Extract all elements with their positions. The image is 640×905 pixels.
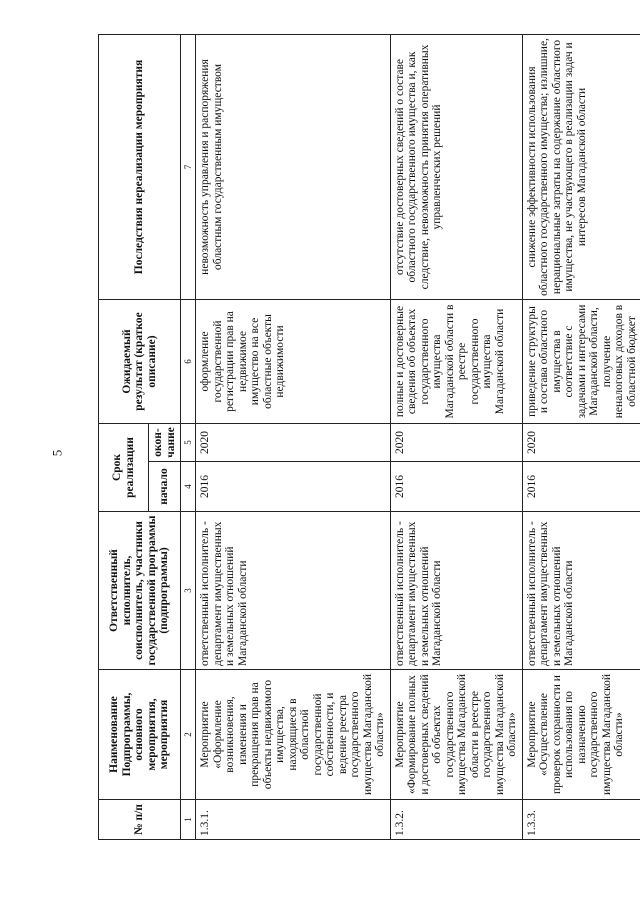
header-term-end: окон-чание xyxy=(149,423,181,461)
row-consequences: снижение эффективности использования областного государственного имущества; излишние, нерациональные затраты на содержание областного имущества, не участвующего в реализации задач и интересов Магаданской области xyxy=(522,34,640,299)
row-name: Мероприятие «Оформление возникновения, изменения и прекращения прав на объекты недвижимого имущества, находящиеся в областной государственной собственности, и ведение реестра государственного имущества Магаданской области» xyxy=(196,670,391,800)
page-number: 5 xyxy=(49,449,65,457)
row-result: приведение структуры и состава областного имущества в соответствие с задачами и интересами Магаданской области, получение неналоговых доходов в областной бюджет xyxy=(522,299,640,423)
table-row xyxy=(390,34,522,839)
table-row xyxy=(522,34,640,839)
row-start: 2016 xyxy=(196,462,391,512)
header-num: № п/п xyxy=(99,800,181,840)
row-consequences: невозможность управления и распоряжения областным государственным имуществом xyxy=(196,34,391,299)
row-end: 2020 xyxy=(522,423,640,461)
row-executor: ответственный исполнитель - департамент имущественных и земельных отношений Магаданской области xyxy=(390,512,522,670)
header-term-start: начало xyxy=(149,462,181,512)
row-result: полные и достоверные сведения об объектах государственного имущества Магаданской области в реестре государственного имущества Магаданской области xyxy=(390,299,522,423)
row-num: 1.3.2. xyxy=(390,800,522,840)
header-consequences: Последствия нереализации мероприятия xyxy=(99,34,181,299)
column-number: 3 xyxy=(181,512,196,670)
column-number: 2 xyxy=(181,670,196,800)
column-number: 7 xyxy=(181,34,196,299)
rotated-table-container xyxy=(98,35,638,840)
column-number: 5 xyxy=(181,423,196,461)
row-end: 2020 xyxy=(196,423,391,461)
row-num: 1.3.1. xyxy=(196,800,391,840)
row-executor: ответственный исполнитель - департамент имущественных и земельных отношений Магаданской области xyxy=(522,512,640,670)
row-end: 2020 xyxy=(390,423,522,461)
row-start: 2016 xyxy=(522,462,640,512)
table-row xyxy=(196,34,391,839)
header-result: Ожидаемый результат (краткое описание) xyxy=(99,299,181,423)
header-executor: Ответственный исполнитель, соисполнитель, участники государственной программы (подпрограммы) xyxy=(99,512,181,670)
header-name: Наименование Подпрограммы, основного мероприятия, мероприятия xyxy=(99,670,181,800)
row-name: Мероприятие «Осуществление проверок сохранности и использования по назначению государственного имущества Магаданской области» xyxy=(522,670,640,800)
column-number: 4 xyxy=(181,462,196,512)
row-num: 1.3.3. xyxy=(522,800,640,840)
header-term: Срок реализации xyxy=(99,423,149,511)
column-number: 6 xyxy=(181,299,196,423)
measures-table xyxy=(98,34,640,840)
row-name: Мероприятие «Формирование полных и достоверных сведений об объектах государственного имущества Магаданской области в реестре государственного имущества Магаданской области» xyxy=(390,670,522,800)
row-consequences: отсутствие достоверных сведений о составе областного государственного имущества и, как следствие, невозможность принятия оперативных управленческих решений xyxy=(390,34,522,299)
row-result: оформление государственной регистрации прав на недвижимое имущество на все областные объекты недвижимости xyxy=(196,299,391,423)
row-start: 2016 xyxy=(390,462,522,512)
column-number-row xyxy=(181,34,196,839)
row-executor: ответственный исполнитель - департамент имущественных и земельных отношений Магаданской области xyxy=(196,512,391,670)
column-number: 1 xyxy=(181,800,196,840)
